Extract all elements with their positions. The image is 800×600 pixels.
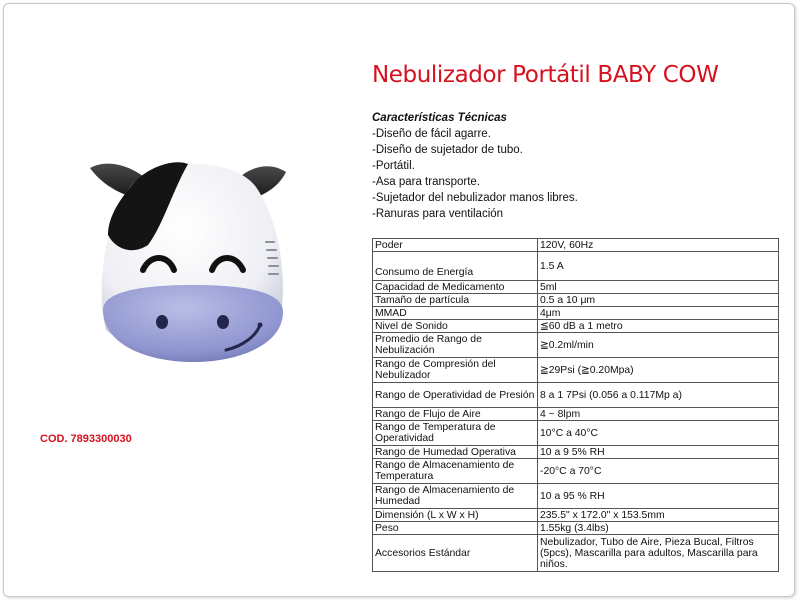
- spec-value: 1.5 A: [538, 252, 779, 281]
- spec-value: 0.5 a 10 μm: [538, 294, 779, 307]
- table-row: [373, 408, 779, 421]
- spec-key: Rango de Temperatura de Operatividad: [373, 421, 538, 446]
- spec-key: Poder: [373, 239, 538, 252]
- table-row: [373, 307, 779, 320]
- spec-key: Tamaño de partícula: [373, 294, 538, 307]
- feature-item: -Asa para transporte.: [372, 176, 481, 188]
- table-row: [373, 252, 779, 281]
- spec-value: 120V, 60Hz: [538, 239, 779, 252]
- feature-item: -Diseño de fácil agarre.: [372, 128, 491, 140]
- spec-key: Rango de Compresión del Nebulizador: [373, 358, 538, 383]
- table-row: [373, 459, 779, 484]
- table-row: [373, 522, 779, 535]
- spec-key: Promedio de Rango de Nebulización: [373, 333, 538, 358]
- spec-value: Nebulizador, Tubo de Aire, Pieza Bucal, Filtros (5pcs), Mascarilla para adultos, Mascarilla para niños.: [538, 535, 779, 572]
- spec-value: 4 ~ 8lpm: [538, 408, 779, 421]
- spec-value: ≦60 dB a 1 metro: [538, 320, 779, 333]
- spec-value: 4μm: [538, 307, 779, 320]
- table-row: [373, 358, 779, 383]
- spec-value: 1.55kg (3.4lbs): [538, 522, 779, 535]
- features-heading: Características Técnicas: [372, 112, 507, 124]
- spec-value: 8 a 1 7Psi (0.056 a 0.117Mp a): [538, 383, 779, 408]
- feature-item: -Ranuras para ventilación: [372, 208, 504, 220]
- spec-value: 10 a 9 5% RH: [538, 446, 779, 459]
- table-row: [373, 383, 779, 408]
- spec-value: -20°C a 70°C: [538, 459, 779, 484]
- spec-value: 10°C a 40°C: [538, 421, 779, 446]
- spec-key: Rango de Humedad Operativa: [373, 446, 538, 459]
- table-row: [373, 484, 779, 509]
- spec-key: MMAD: [373, 307, 538, 320]
- spec-key: Capacidad de Medicamento: [373, 281, 538, 294]
- spec-key: Rango de Flujo de Aire: [373, 408, 538, 421]
- feature-item: -Portátil.: [372, 160, 415, 172]
- feature-item: -Sujetador del nebulizador manos libres.: [372, 192, 578, 204]
- specs-table: [372, 238, 779, 572]
- spec-key: Rango de Operatividad de Presión: [373, 383, 538, 408]
- features-block: [372, 110, 578, 222]
- table-row: [373, 320, 779, 333]
- table-row: [373, 446, 779, 459]
- spec-key: Rango de Almacenamiento de Humedad: [373, 484, 538, 509]
- spec-key: Accesorios Estándar: [373, 535, 538, 572]
- spec-value: ≧29Psi (≧0.20Mpa): [538, 358, 779, 383]
- spec-key: Dimensión (L x W x H): [373, 509, 538, 522]
- spec-value: 10 a 95 % RH: [538, 484, 779, 509]
- spec-value: 5ml: [538, 281, 779, 294]
- spec-key: Rango de Almacenamiento de Temperatura: [373, 459, 538, 484]
- table-row: [373, 535, 779, 572]
- table-row: [373, 421, 779, 446]
- spec-key: Nivel de Sonido: [373, 320, 538, 333]
- table-row: [373, 294, 779, 307]
- spec-key: Peso: [373, 522, 538, 535]
- spec-key: Consumo de Energía: [373, 252, 538, 281]
- spec-value: ≧0.2ml/min: [538, 333, 779, 358]
- product-code: COD. 7893300030: [40, 433, 132, 445]
- product-title: Nebulizador Portátil BABY COW: [372, 62, 719, 88]
- table-row: [373, 509, 779, 522]
- feature-item: -Diseño de sujetador de tubo.: [372, 144, 523, 156]
- table-row: [373, 239, 779, 252]
- table-row: [373, 333, 779, 358]
- table-row: [373, 281, 779, 294]
- spec-value: 235.5" x 172.0" x 153.5mm: [538, 509, 779, 522]
- cow-nebulizer-image: [88, 150, 298, 370]
